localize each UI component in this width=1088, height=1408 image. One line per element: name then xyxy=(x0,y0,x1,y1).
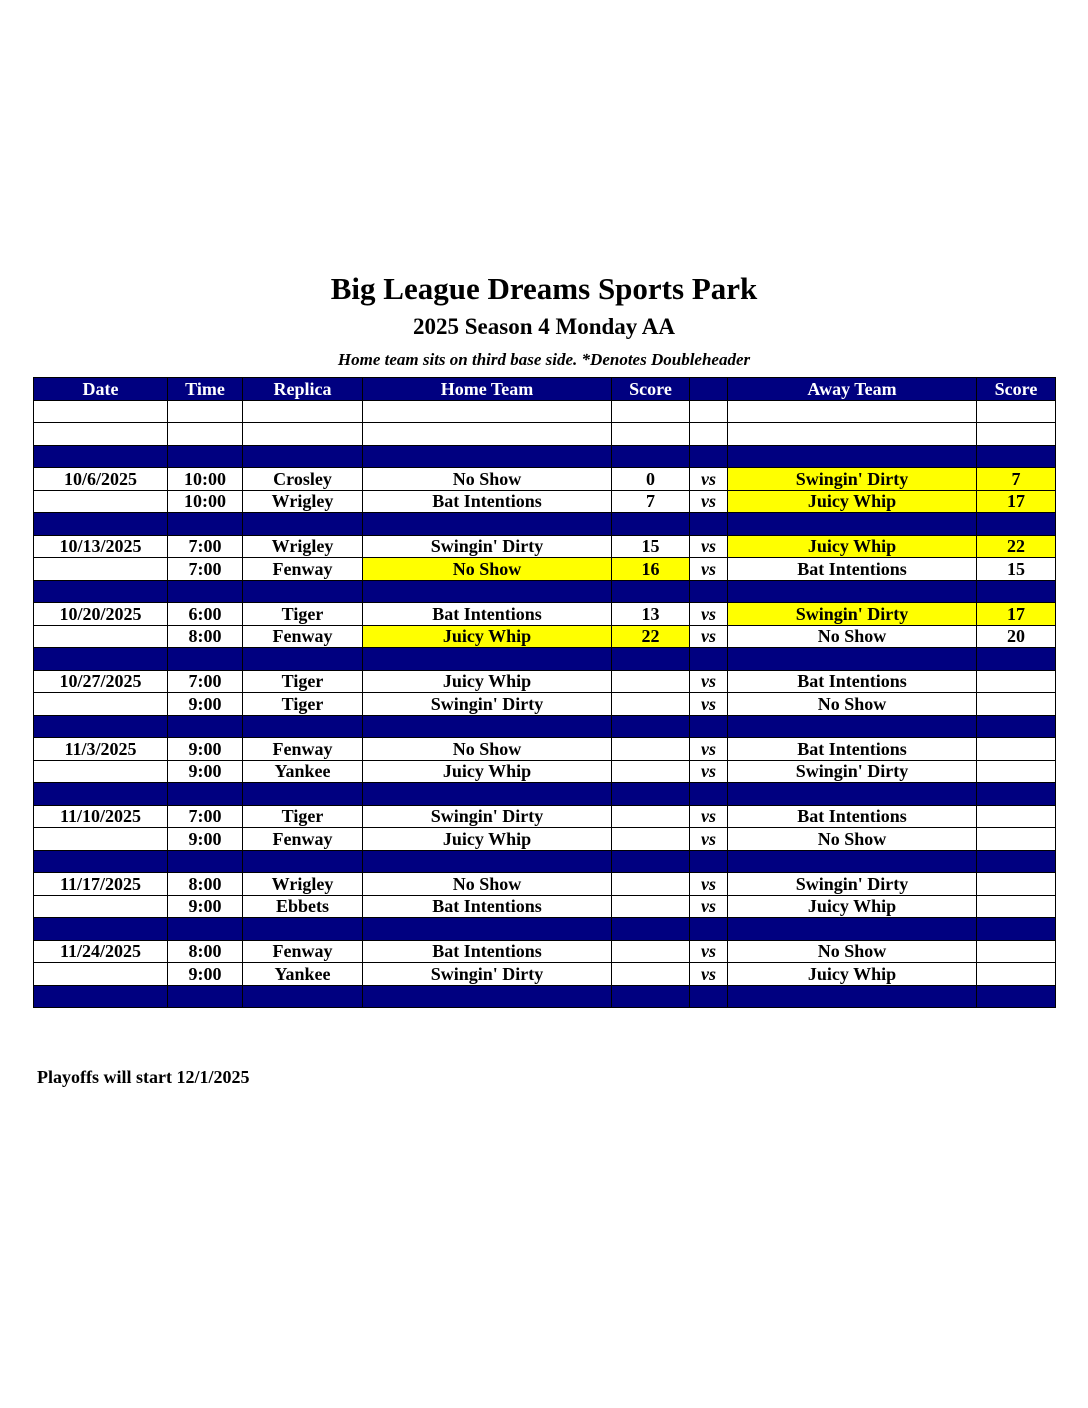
cell-vs: vs xyxy=(690,558,728,581)
cell-vs: vs xyxy=(690,738,728,761)
cell-vs: vs xyxy=(690,490,728,513)
cell-away-team: Swingin' Dirty xyxy=(728,760,977,783)
separator-cell xyxy=(243,445,363,468)
cell-home-team: Bat Intentions xyxy=(363,603,612,626)
separator-row xyxy=(34,783,1056,806)
cell-time: 9:00 xyxy=(168,895,243,918)
cell-vs: vs xyxy=(690,625,728,648)
separator-cell xyxy=(690,783,728,806)
game-row xyxy=(34,625,1056,648)
blank-cell xyxy=(690,400,728,423)
cell-away-score xyxy=(977,940,1056,963)
separator-cell xyxy=(612,715,690,738)
cell-away-team: Bat Intentions xyxy=(728,558,977,581)
separator-cell xyxy=(612,580,690,603)
header-vs xyxy=(690,378,728,401)
cell-replica: Crosley xyxy=(243,468,363,491)
cell-away-score: 20 xyxy=(977,625,1056,648)
cell-away-team: Swingin' Dirty xyxy=(728,873,977,896)
cell-away-score: 7 xyxy=(977,468,1056,491)
cell-home-team: Swingin' Dirty xyxy=(363,805,612,828)
cell-vs: vs xyxy=(690,535,728,558)
cell-time: 8:00 xyxy=(168,873,243,896)
cell-date: 11/3/2025 xyxy=(34,738,168,761)
separator-cell xyxy=(168,648,243,671)
separator-cell xyxy=(977,985,1056,1008)
cell-time: 9:00 xyxy=(168,693,243,716)
cell-replica: Tiger xyxy=(243,693,363,716)
cell-home-team: Juicy Whip xyxy=(363,828,612,851)
page-title: Big League Dreams Sports Park xyxy=(330,271,758,306)
separator-cell xyxy=(243,850,363,873)
cell-time: 7:00 xyxy=(168,558,243,581)
blank-cell xyxy=(34,400,168,423)
separator-cell xyxy=(34,850,168,873)
blank-cell xyxy=(728,400,977,423)
cell-away-score xyxy=(977,693,1056,716)
blank-cell xyxy=(243,423,363,446)
cell-replica: Wrigley xyxy=(243,873,363,896)
header-row xyxy=(34,378,1056,401)
cell-away-team: No Show xyxy=(728,625,977,648)
blank-cell xyxy=(34,423,168,446)
page-note: Home team sits on third base side. *Denotes Doubleheader xyxy=(337,350,751,369)
cell-time: 9:00 xyxy=(168,760,243,783)
cell-vs: vs xyxy=(690,760,728,783)
blank-row xyxy=(34,400,1056,423)
cell-time: 7:00 xyxy=(168,535,243,558)
separator-cell xyxy=(977,445,1056,468)
separator-cell xyxy=(168,985,243,1008)
separator-cell xyxy=(612,648,690,671)
separator-cell xyxy=(168,580,243,603)
cell-replica: Fenway xyxy=(243,558,363,581)
separator-cell xyxy=(34,580,168,603)
cell-home-team: Bat Intentions xyxy=(363,895,612,918)
separator-cell xyxy=(690,985,728,1008)
cell-replica: Yankee xyxy=(243,760,363,783)
header-home-team: Home Team xyxy=(363,378,612,401)
separator-cell xyxy=(363,783,612,806)
cell-home-score xyxy=(612,963,690,986)
cell-replica: Yankee xyxy=(243,963,363,986)
separator-row xyxy=(34,985,1056,1008)
cell-home-score xyxy=(612,940,690,963)
cell-date xyxy=(34,895,168,918)
separator-cell xyxy=(363,918,612,941)
cell-home-score xyxy=(612,738,690,761)
cell-away-score: 15 xyxy=(977,558,1056,581)
page-subtitle: 2025 Season 4 Monday AA xyxy=(413,314,675,339)
separator-cell xyxy=(612,445,690,468)
cell-away-score xyxy=(977,738,1056,761)
header-away-score: Score xyxy=(977,378,1056,401)
separator-cell xyxy=(243,918,363,941)
cell-replica: Wrigley xyxy=(243,490,363,513)
cell-away-team: Swingin' Dirty xyxy=(728,468,977,491)
cell-home-team: No Show xyxy=(363,738,612,761)
cell-away-team: Bat Intentions xyxy=(728,738,977,761)
separator-cell xyxy=(168,445,243,468)
separator-row xyxy=(34,445,1056,468)
separator-cell xyxy=(690,648,728,671)
blank-cell xyxy=(977,423,1056,446)
playoffs-note: Playoffs will start 12/1/2025 xyxy=(37,1067,250,1087)
blank-cell xyxy=(168,423,243,446)
cell-vs: vs xyxy=(690,940,728,963)
cell-away-team: Bat Intentions xyxy=(728,670,977,693)
game-row xyxy=(34,873,1056,896)
blank-cell xyxy=(363,423,612,446)
separator-cell xyxy=(243,985,363,1008)
header-home-score: Score xyxy=(612,378,690,401)
cell-date: 11/24/2025 xyxy=(34,940,168,963)
cell-vs: vs xyxy=(690,828,728,851)
separator-cell xyxy=(363,648,612,671)
header-away-team: Away Team xyxy=(728,378,977,401)
game-row xyxy=(34,940,1056,963)
blank-cell xyxy=(612,423,690,446)
separator-row xyxy=(34,580,1056,603)
cell-replica: Wrigley xyxy=(243,535,363,558)
separator-cell xyxy=(728,648,977,671)
cell-date: 11/17/2025 xyxy=(34,873,168,896)
cell-date xyxy=(34,693,168,716)
cell-home-team: Swingin' Dirty xyxy=(363,963,612,986)
separator-cell xyxy=(34,513,168,536)
cell-away-score xyxy=(977,805,1056,828)
cell-away-score: 17 xyxy=(977,490,1056,513)
separator-cell xyxy=(612,783,690,806)
cell-replica: Tiger xyxy=(243,603,363,626)
cell-away-team: No Show xyxy=(728,693,977,716)
cell-home-team: No Show xyxy=(363,558,612,581)
separator-row xyxy=(34,715,1056,738)
cell-time: 7:00 xyxy=(168,670,243,693)
cell-home-team: No Show xyxy=(363,873,612,896)
separator-cell xyxy=(363,850,612,873)
cell-home-team: Juicy Whip xyxy=(363,625,612,648)
game-row xyxy=(34,738,1056,761)
cell-date xyxy=(34,963,168,986)
separator-cell xyxy=(243,715,363,738)
blank-cell xyxy=(168,400,243,423)
separator-row xyxy=(34,850,1056,873)
separator-cell xyxy=(977,580,1056,603)
cell-away-team: Juicy Whip xyxy=(728,535,977,558)
cell-replica: Fenway xyxy=(243,828,363,851)
cell-date: 10/6/2025 xyxy=(34,468,168,491)
separator-row xyxy=(34,648,1056,671)
game-row xyxy=(34,468,1056,491)
separator-cell xyxy=(168,783,243,806)
cell-time: 9:00 xyxy=(168,963,243,986)
separator-cell xyxy=(168,918,243,941)
cell-home-score: 15 xyxy=(612,535,690,558)
separator-row xyxy=(34,513,1056,536)
separator-cell xyxy=(34,783,168,806)
cell-away-score: 22 xyxy=(977,535,1056,558)
cell-time: 7:00 xyxy=(168,805,243,828)
cell-replica: Ebbets xyxy=(243,895,363,918)
separator-cell xyxy=(728,513,977,536)
cell-date: 10/20/2025 xyxy=(34,603,168,626)
cell-home-team: Swingin' Dirty xyxy=(363,535,612,558)
separator-cell xyxy=(728,850,977,873)
schedule-table xyxy=(33,377,1056,1008)
cell-home-score: 0 xyxy=(612,468,690,491)
game-row xyxy=(34,693,1056,716)
cell-home-score xyxy=(612,895,690,918)
cell-date: 10/27/2025 xyxy=(34,670,168,693)
cell-away-team: Swingin' Dirty xyxy=(728,603,977,626)
cell-away-score xyxy=(977,873,1056,896)
separator-cell xyxy=(168,850,243,873)
separator-cell xyxy=(34,985,168,1008)
separator-cell xyxy=(728,445,977,468)
cell-away-score xyxy=(977,828,1056,851)
separator-cell xyxy=(728,783,977,806)
cell-vs: vs xyxy=(690,873,728,896)
cell-home-score: 7 xyxy=(612,490,690,513)
separator-cell xyxy=(690,850,728,873)
header-replica: Replica xyxy=(243,378,363,401)
cell-away-team: Juicy Whip xyxy=(728,963,977,986)
cell-away-score xyxy=(977,895,1056,918)
cell-vs: vs xyxy=(690,468,728,491)
separator-cell xyxy=(728,918,977,941)
cell-home-team: Juicy Whip xyxy=(363,670,612,693)
cell-replica: Tiger xyxy=(243,670,363,693)
cell-home-team: Juicy Whip xyxy=(363,760,612,783)
separator-cell xyxy=(612,918,690,941)
separator-cell xyxy=(363,445,612,468)
separator-cell xyxy=(690,513,728,536)
cell-vs: vs xyxy=(690,693,728,716)
cell-replica: Fenway xyxy=(243,738,363,761)
separator-cell xyxy=(690,445,728,468)
separator-cell xyxy=(34,445,168,468)
header-time: Time xyxy=(168,378,243,401)
separator-cell xyxy=(243,783,363,806)
cell-time: 10:00 xyxy=(168,490,243,513)
separator-cell xyxy=(728,715,977,738)
cell-replica: Tiger xyxy=(243,805,363,828)
separator-cell xyxy=(34,715,168,738)
game-row xyxy=(34,603,1056,626)
cell-home-team: Bat Intentions xyxy=(363,940,612,963)
cell-home-team: No Show xyxy=(363,468,612,491)
separator-cell xyxy=(34,648,168,671)
blank-cell xyxy=(612,400,690,423)
cell-time: 10:00 xyxy=(168,468,243,491)
cell-away-score xyxy=(977,670,1056,693)
separator-cell xyxy=(977,648,1056,671)
cell-home-score: 13 xyxy=(612,603,690,626)
blank-row xyxy=(34,423,1056,446)
cell-vs: vs xyxy=(690,603,728,626)
header-date: Date xyxy=(34,378,168,401)
cell-date xyxy=(34,558,168,581)
blank-cell xyxy=(977,400,1056,423)
game-row xyxy=(34,490,1056,513)
cell-time: 9:00 xyxy=(168,738,243,761)
separator-cell xyxy=(168,513,243,536)
separator-cell xyxy=(977,513,1056,536)
separator-cell xyxy=(363,715,612,738)
blank-cell xyxy=(243,400,363,423)
cell-home-score xyxy=(612,760,690,783)
separator-cell xyxy=(243,580,363,603)
cell-vs: vs xyxy=(690,963,728,986)
cell-vs: vs xyxy=(690,805,728,828)
cell-home-team: Swingin' Dirty xyxy=(363,693,612,716)
separator-cell xyxy=(34,918,168,941)
blank-cell xyxy=(363,400,612,423)
separator-cell xyxy=(363,985,612,1008)
cell-replica: Fenway xyxy=(243,940,363,963)
game-row xyxy=(34,670,1056,693)
separator-cell xyxy=(977,715,1056,738)
cell-away-score: 17 xyxy=(977,603,1056,626)
cell-home-score: 16 xyxy=(612,558,690,581)
separator-cell xyxy=(243,513,363,536)
cell-away-team: Bat Intentions xyxy=(728,805,977,828)
cell-home-score xyxy=(612,693,690,716)
cell-vs: vs xyxy=(690,670,728,693)
cell-date xyxy=(34,625,168,648)
separator-cell xyxy=(977,783,1056,806)
game-row xyxy=(34,760,1056,783)
game-row xyxy=(34,895,1056,918)
separator-cell xyxy=(363,513,612,536)
cell-date xyxy=(34,760,168,783)
cell-home-score: 22 xyxy=(612,625,690,648)
separator-cell xyxy=(243,648,363,671)
cell-time: 9:00 xyxy=(168,828,243,851)
cell-home-score xyxy=(612,805,690,828)
separator-cell xyxy=(728,985,977,1008)
separator-row xyxy=(34,918,1056,941)
game-row xyxy=(34,963,1056,986)
cell-home-score xyxy=(612,670,690,693)
separator-cell xyxy=(977,918,1056,941)
separator-cell xyxy=(977,850,1056,873)
cell-date: 10/13/2025 xyxy=(34,535,168,558)
cell-home-score xyxy=(612,873,690,896)
separator-cell xyxy=(728,580,977,603)
game-row xyxy=(34,535,1056,558)
cell-replica: Fenway xyxy=(243,625,363,648)
separator-cell xyxy=(690,580,728,603)
game-row xyxy=(34,828,1056,851)
schedule-body xyxy=(34,400,1056,1008)
cell-date: 11/10/2025 xyxy=(34,805,168,828)
game-row xyxy=(34,558,1056,581)
separator-cell xyxy=(690,918,728,941)
cell-vs: vs xyxy=(690,895,728,918)
cell-time: 8:00 xyxy=(168,940,243,963)
cell-away-team: No Show xyxy=(728,828,977,851)
cell-away-score xyxy=(977,963,1056,986)
cell-time: 6:00 xyxy=(168,603,243,626)
separator-cell xyxy=(363,580,612,603)
cell-home-team: Bat Intentions xyxy=(363,490,612,513)
separator-cell xyxy=(168,715,243,738)
cell-date xyxy=(34,490,168,513)
game-row xyxy=(34,805,1056,828)
cell-away-team: Juicy Whip xyxy=(728,895,977,918)
cell-away-team: Juicy Whip xyxy=(728,490,977,513)
cell-home-score xyxy=(612,828,690,851)
separator-cell xyxy=(690,715,728,738)
separator-cell xyxy=(612,850,690,873)
blank-cell xyxy=(690,423,728,446)
blank-cell xyxy=(728,423,977,446)
cell-away-team: No Show xyxy=(728,940,977,963)
separator-cell xyxy=(612,513,690,536)
cell-away-score xyxy=(977,760,1056,783)
separator-cell xyxy=(612,985,690,1008)
cell-date xyxy=(34,828,168,851)
cell-time: 8:00 xyxy=(168,625,243,648)
